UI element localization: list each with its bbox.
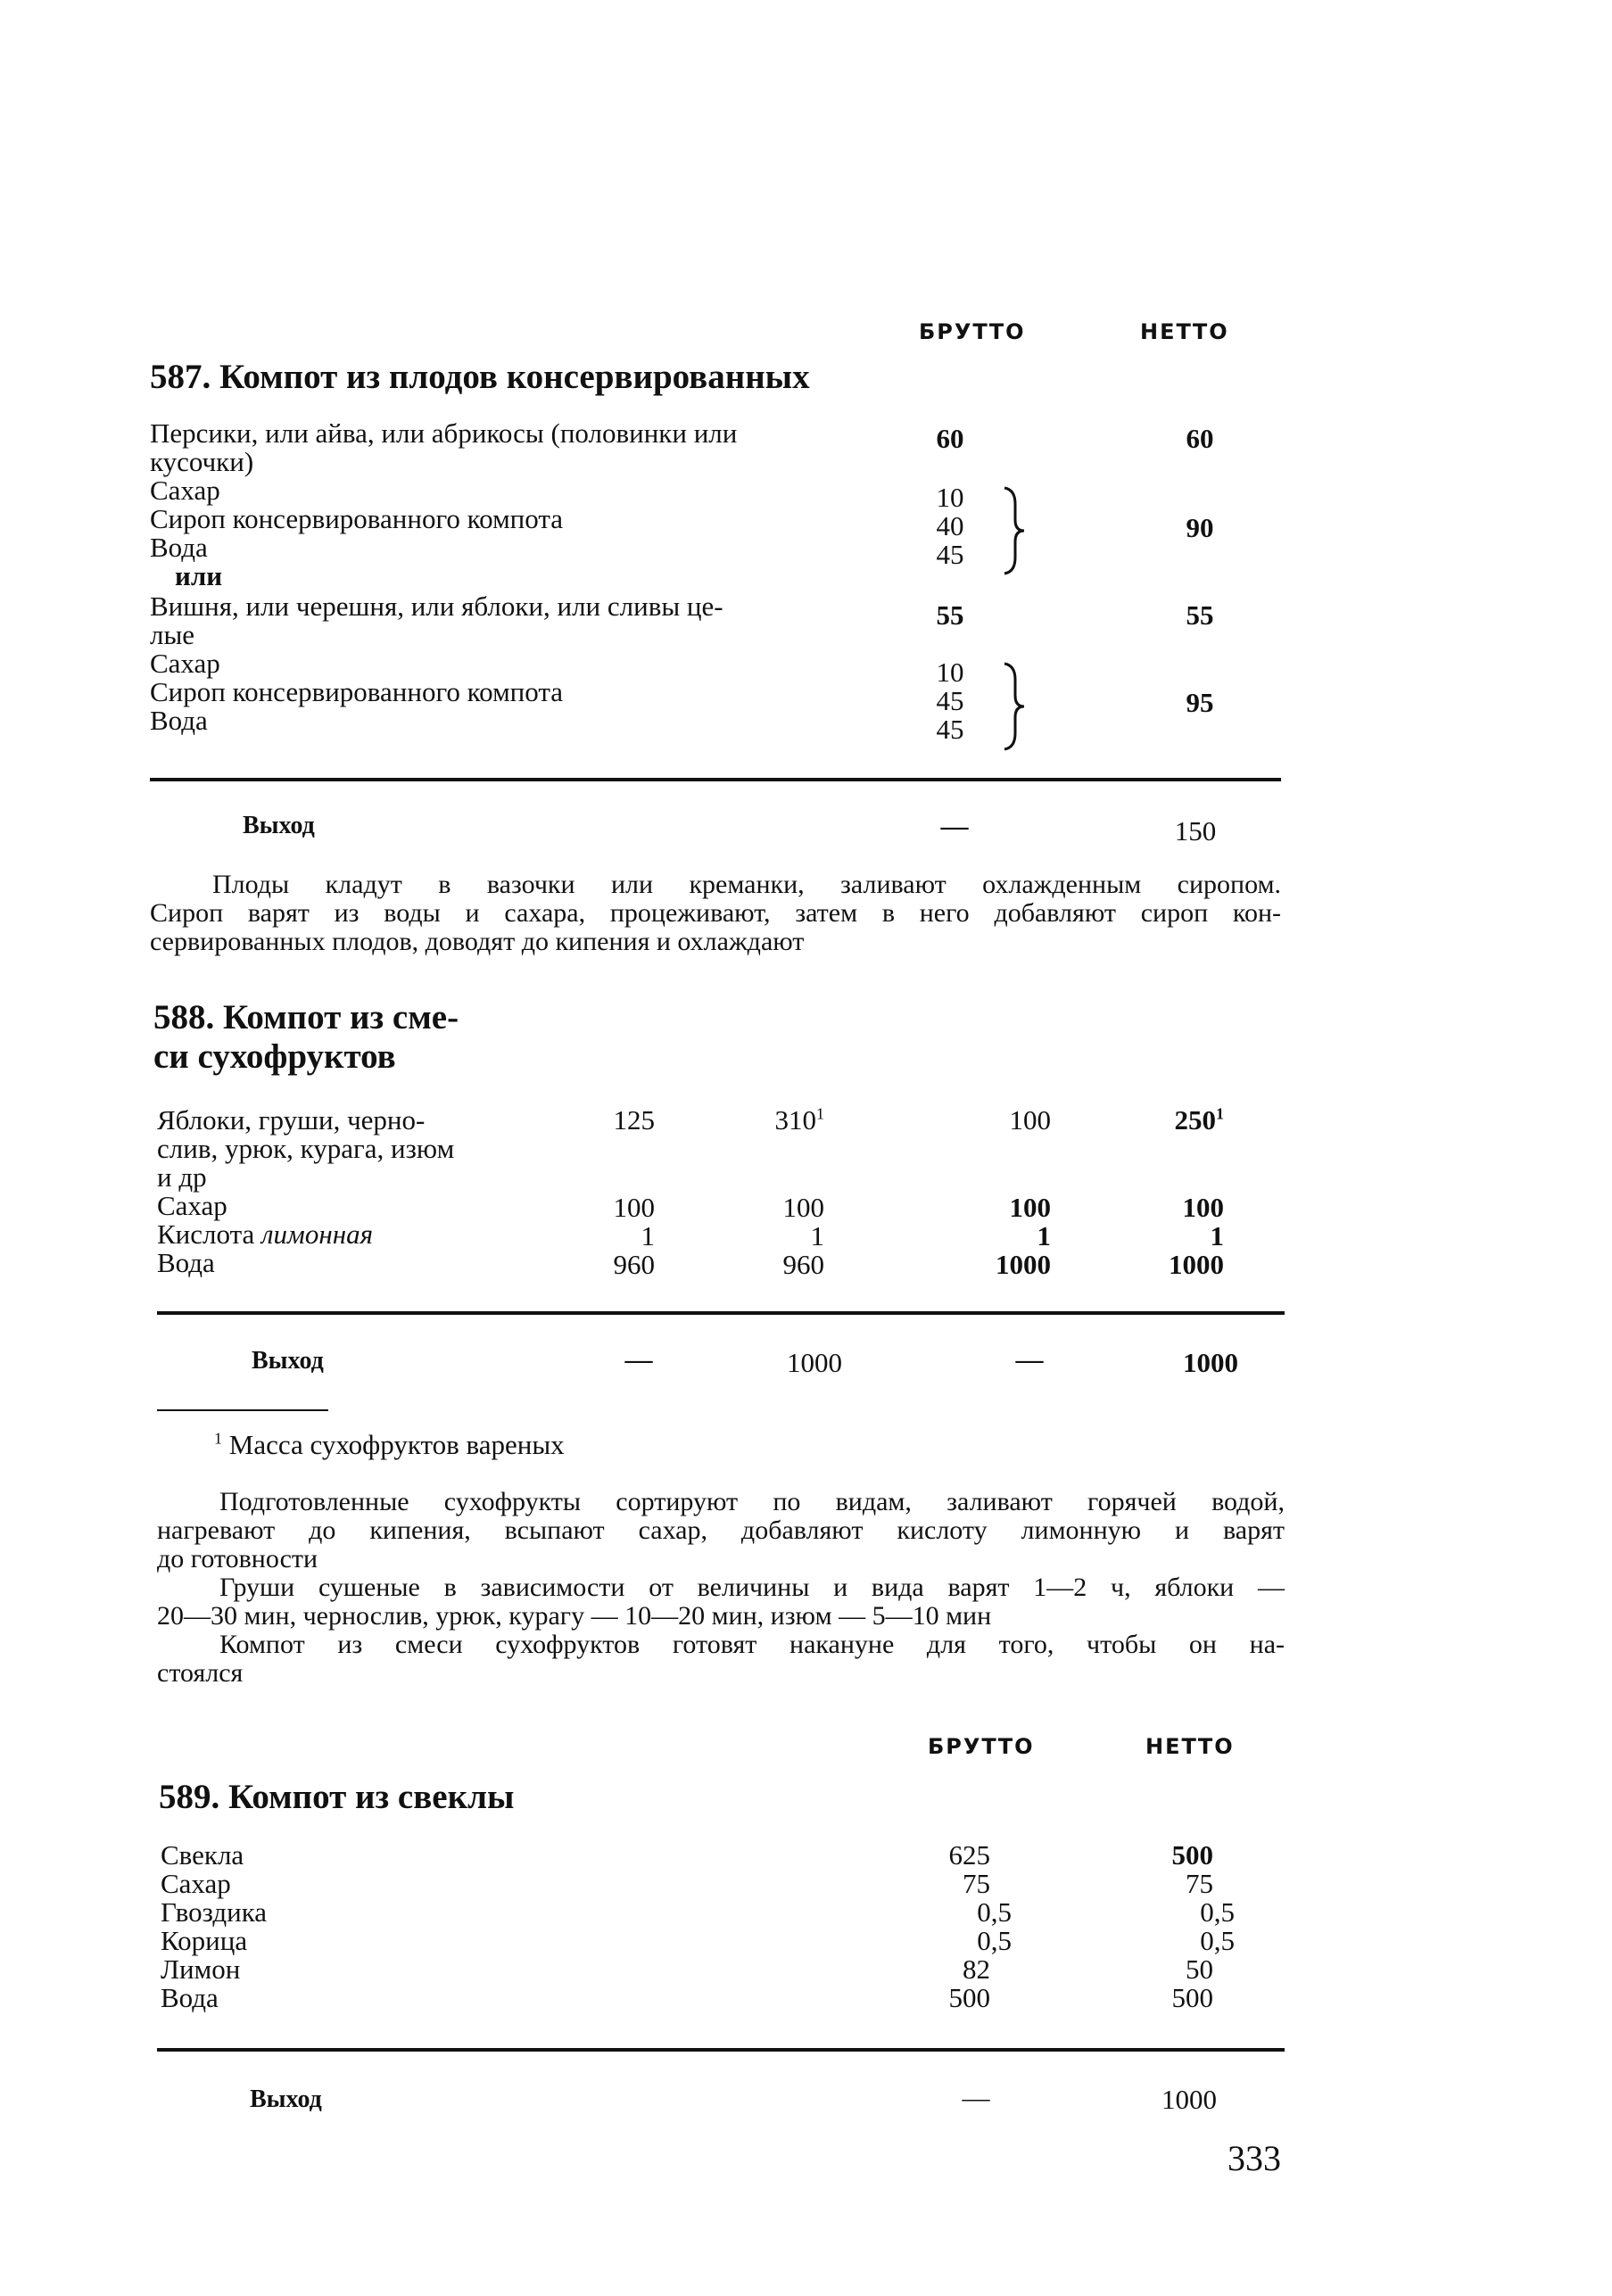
- sugar588-col2: 100: [782, 1192, 824, 1223]
- lemon-netto: 50: [1186, 1953, 1213, 1985]
- page-number: 333: [1228, 2138, 1281, 2178]
- cherries-netto: 55: [1186, 599, 1214, 631]
- group2-netto: 95: [1186, 687, 1214, 718]
- water589-netto: 500: [1171, 1982, 1213, 2013]
- water-brutto: 45: [936, 539, 964, 570]
- ingredient-sugar: Сахар: [150, 475, 220, 506]
- yield-587-brutto: —: [940, 810, 969, 841]
- water589-brutto: 500: [948, 1982, 990, 2013]
- col-header-netto-589: НЕТТО: [1145, 1734, 1235, 1759]
- divider-rule-589: [157, 2048, 1285, 2052]
- desc-line-1: Плоды кладут в вазочки или креманки, заливают охлажденным сиропом.: [212, 870, 1281, 899]
- water588-col1: 960: [613, 1249, 655, 1280]
- acid-col4: 1: [1210, 1220, 1224, 1251]
- water588-col4: 1000: [1169, 1249, 1224, 1280]
- ingredient-peaches-cont: кусочки): [150, 446, 254, 477]
- p2-line-1: Груши сушеные в зависимости от величины и вида варят 1—2 ч, яблоки —: [219, 1573, 1285, 1602]
- ingredient-lemon: Лимон: [161, 1953, 241, 1985]
- cinnamon-netto: 0,5: [1200, 1925, 1235, 1956]
- recipe-588-title: 588. Компот из сме-: [153, 998, 459, 1037]
- water588-col2: 960: [782, 1249, 824, 1280]
- col-header-netto: НЕТТО: [1140, 319, 1229, 344]
- or-label: или: [175, 560, 223, 591]
- ingredient-beet: Свекла: [161, 1839, 244, 1871]
- fruits-col1: 125: [613, 1104, 655, 1136]
- clove-brutto: 0,5: [977, 1896, 1012, 1928]
- footnote-separator: [157, 1409, 328, 1411]
- clove-netto: 0,5: [1200, 1896, 1235, 1928]
- acid-col3: 1: [1037, 1220, 1051, 1251]
- recipe-588-title-cont: си сухофруктов: [153, 1037, 396, 1076]
- footnote-mark: 1: [214, 1429, 222, 1448]
- col-header-brutto: БРУТТО: [919, 319, 1026, 344]
- fruits-col4: [1149, 1104, 1224, 1136]
- sugar588-col4: 100: [1182, 1192, 1224, 1223]
- recipe-587-title: 587. Компот из плодов консервированных: [150, 358, 810, 396]
- ingredient-cherries: Вишня, или черешня, или яблоки, или сливы це-: [150, 591, 723, 622]
- ingredient-peaches: Персики, или айва, или абрикосы (половинки или: [150, 417, 738, 449]
- acid-label-italic: лимонная: [261, 1218, 373, 1250]
- ingredient-water-2: Вода: [150, 705, 208, 736]
- divider-rule-588: [157, 1311, 1285, 1315]
- p1-line-3: до готовности: [157, 1544, 318, 1573]
- cherries-brutto: 55: [936, 599, 964, 631]
- acid-col2: 1: [810, 1220, 824, 1251]
- p2-line-2: 20—30 мин, чернослив, урюк, курагу — 10—20 мин, изюм — 5—10 мин: [157, 1601, 992, 1631]
- p3-line-1: Компот из смеси сухофруктов готовят накануне для того, чтобы он на-: [219, 1630, 1285, 1659]
- acid-label: Кислота: [157, 1218, 255, 1250]
- divider-rule: [150, 778, 1281, 781]
- beet-brutto: 625: [948, 1839, 990, 1871]
- yield588-col4: 1000: [1183, 1347, 1238, 1378]
- peaches-netto: 60: [1186, 423, 1214, 454]
- p1-line-2: нагревают до кипения, всыпают сахар, добавляют кислоту лимонную и варят: [157, 1516, 1285, 1545]
- ingredient-cinnamon: Корица: [161, 1925, 248, 1956]
- yield-label-588: Выход: [252, 1347, 324, 1375]
- fruits-col4-value: 250: [1174, 1104, 1216, 1136]
- lemon-brutto: 82: [963, 1953, 990, 1985]
- recipe-587-description: [150, 871, 1281, 956]
- recipe-588-description: [157, 1488, 1285, 1688]
- yield-label-587: Выход: [243, 812, 315, 839]
- desc-line-2: Сироп варят из воды и сахара, процеживают, затем в него добавляют сироп кон-: [150, 898, 1281, 928]
- ingredient-water-588: Вода: [157, 1247, 215, 1278]
- ingredient-citric-acid: [157, 1220, 373, 1249]
- yield588-col1: —: [624, 1343, 653, 1375]
- water2-brutto: 45: [936, 714, 964, 745]
- sugar-brutto: 10: [936, 482, 964, 513]
- recipe-589-title: 589. Компот из свеклы: [159, 1778, 515, 1816]
- col-header-brutto-589: БРУТТО: [928, 1734, 1035, 1759]
- ingredient-dried-fruits-cont: слив, урюк, курага, изюм: [157, 1133, 455, 1164]
- fruits-col2: [749, 1104, 824, 1136]
- desc-line-3: сервированных плодов, доводят до кипения и охлаждают: [150, 927, 805, 956]
- sugar2-brutto: 10: [936, 657, 964, 688]
- p3-line-2: стоялся: [157, 1658, 244, 1688]
- fruits-col2-value: 310: [774, 1104, 816, 1136]
- yield588-col2: 1000: [787, 1347, 842, 1378]
- sugar588-col1: 100: [613, 1192, 655, 1223]
- ingredient-clove: Гвоздика: [161, 1896, 268, 1928]
- ingredient-sugar-2: Сахар: [150, 648, 220, 679]
- group-brace-2: [1001, 662, 1028, 751]
- ingredient-water-589: Вода: [161, 1982, 219, 2013]
- ingredient-sugar-589: Сахар: [161, 1868, 231, 1899]
- beet-netto: 500: [1171, 1839, 1213, 1871]
- ingredient-syrup-2: Сироп консервированного компота: [150, 676, 564, 707]
- sugar588-col3: 100: [1009, 1192, 1051, 1223]
- p1-line-1: Подготовленные сухофрукты сортируют по видам, заливают горячей водой,: [219, 1487, 1285, 1516]
- yield588-col3: —: [1015, 1343, 1044, 1375]
- sugar589-brutto: 75: [963, 1868, 990, 1899]
- ingredient-dried-fruits-cont2: и др: [157, 1161, 207, 1193]
- syrup-brutto: 40: [936, 510, 964, 541]
- yield589-netto: 1000: [1161, 2084, 1217, 2115]
- fruits-col3: 100: [1009, 1104, 1051, 1136]
- ingredient-syrup: Сироп консервированного компота: [150, 503, 564, 534]
- ingredient-water: Вода: [150, 532, 208, 563]
- cinnamon-brutto: 0,5: [977, 1925, 1012, 1956]
- peaches-brutto: 60: [936, 423, 964, 454]
- yield589-brutto: —: [962, 2082, 990, 2113]
- footnote-ref: 1: [816, 1104, 824, 1123]
- water588-col3: 1000: [996, 1249, 1051, 1280]
- footnote: [214, 1429, 565, 1461]
- yield-label-589: Выход: [250, 2085, 322, 2113]
- ingredient-sugar-588: Сахар: [157, 1190, 227, 1221]
- ingredient-cherries-cont: лые: [150, 619, 195, 650]
- footnote-text: Масса сухофруктов вареных: [228, 1429, 565, 1460]
- group1-netto: 90: [1186, 512, 1214, 543]
- yield-587-netto: 150: [1174, 815, 1217, 847]
- ingredient-dried-fruits: Яблоки, груши, черно-: [157, 1104, 426, 1136]
- acid-col1: 1: [641, 1220, 655, 1251]
- group-brace: [1001, 486, 1028, 575]
- sugar589-netto: 75: [1186, 1868, 1213, 1899]
- footnote-ref-2: 1: [1216, 1104, 1224, 1123]
- syrup2-brutto: 45: [936, 685, 964, 716]
